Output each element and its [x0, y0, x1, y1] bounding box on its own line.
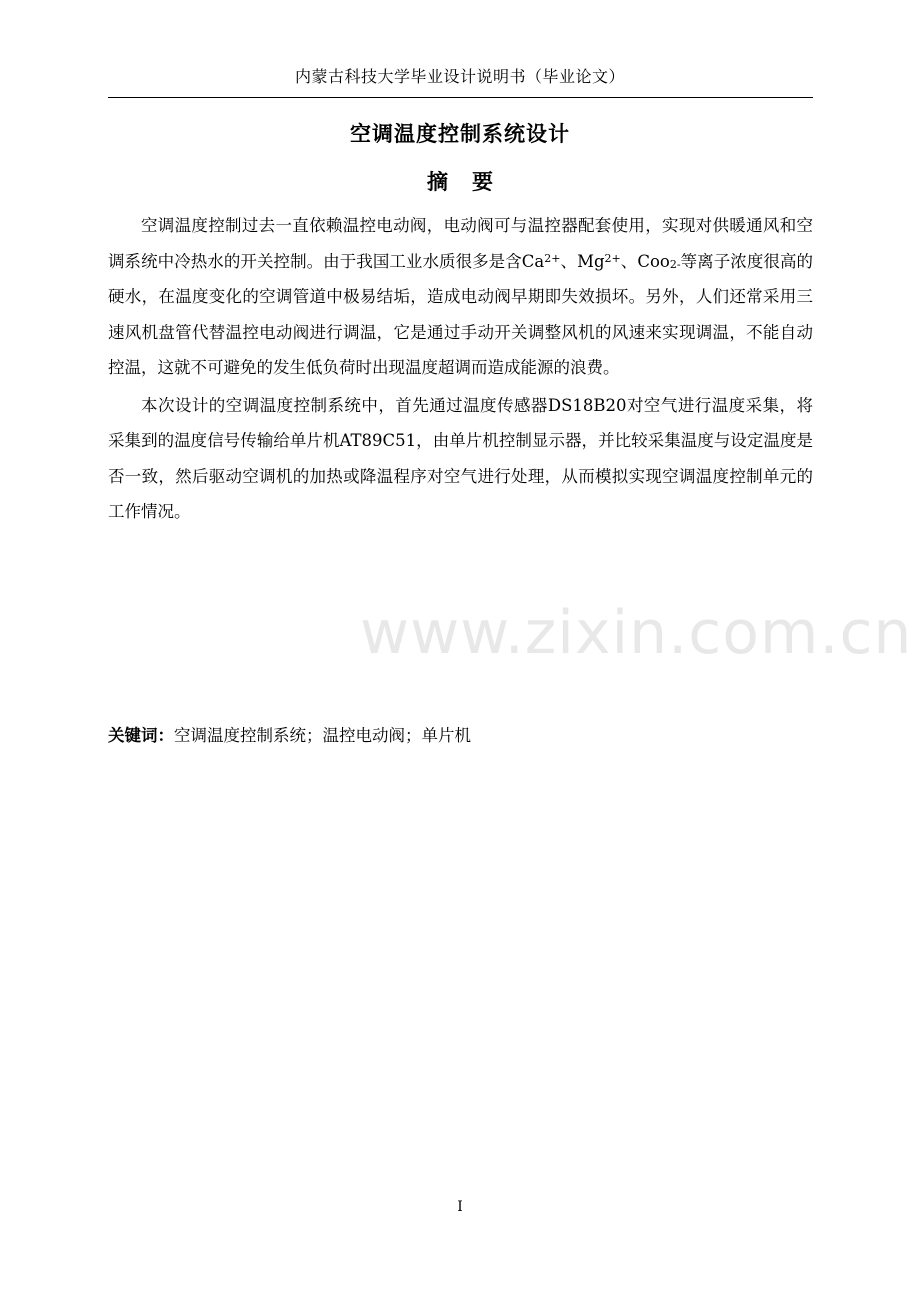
- abstract-paragraph-1: [108, 208, 813, 386]
- running-header: 内蒙古科技大学毕业设计说明书（毕业论文）: [294, 67, 625, 86]
- keywords-label: 关键词：: [108, 726, 174, 745]
- abstract-body: [108, 208, 813, 530]
- p1-part-d: 等离子浓度很高的硬水，在温度变化的空调管道中极易结垢，造成电动阀早期即失效损坏。另外，人们还常采用三速风机盘管代替温控电动阀进行调温，它是通过手动开关调整风机的风速来实现调温，不能自动控温，这就不可避免的发生低负荷时出现温度超调而造成能源的浪费。: [108, 251, 813, 377]
- p1-part-b: 、Mg: [560, 251, 605, 271]
- document-title: 空调温度控制系统设计: [350, 122, 570, 146]
- header-divider: [108, 97, 813, 98]
- mg-charge: 2+: [604, 251, 621, 265]
- abstract-paragraph-2: 本次设计的空调温度控制系统中，首先通过温度传感器DS18B20对空气进行温度采集，将采集到的温度信号传输给单片机AT89C51，由单片机控制显示器，并比较采集温度与设定温度是否一致，然后驱动空调机的加热或降温程序对空气进行处理，从而模拟实现空调温度控制单元的工作情况。: [108, 395, 813, 521]
- co-charge: 2-: [669, 257, 681, 271]
- watermark: www.zixin.com.cn: [360, 598, 913, 668]
- p1-part-c: 、Coo: [620, 251, 670, 271]
- keywords-line: [108, 721, 813, 751]
- abstract-heading-char-1: 摘: [427, 170, 448, 194]
- ca-charge: 2+: [544, 251, 561, 265]
- abstract-heading-char-2: 要: [472, 170, 493, 194]
- page-number: I: [457, 1199, 463, 1215]
- keywords-value: 空调温度控制系统；温控电动阀；单片机: [174, 726, 471, 745]
- p1-part-a: 空调温度控制过去一直依赖温控电动阀，电动阀可与温控器配套使用，实现对供暖通风和空调系统中冷热水的开关控制。由于我国工业水质很多是含Ca: [108, 216, 813, 271]
- abstract-heading: [0, 166, 920, 196]
